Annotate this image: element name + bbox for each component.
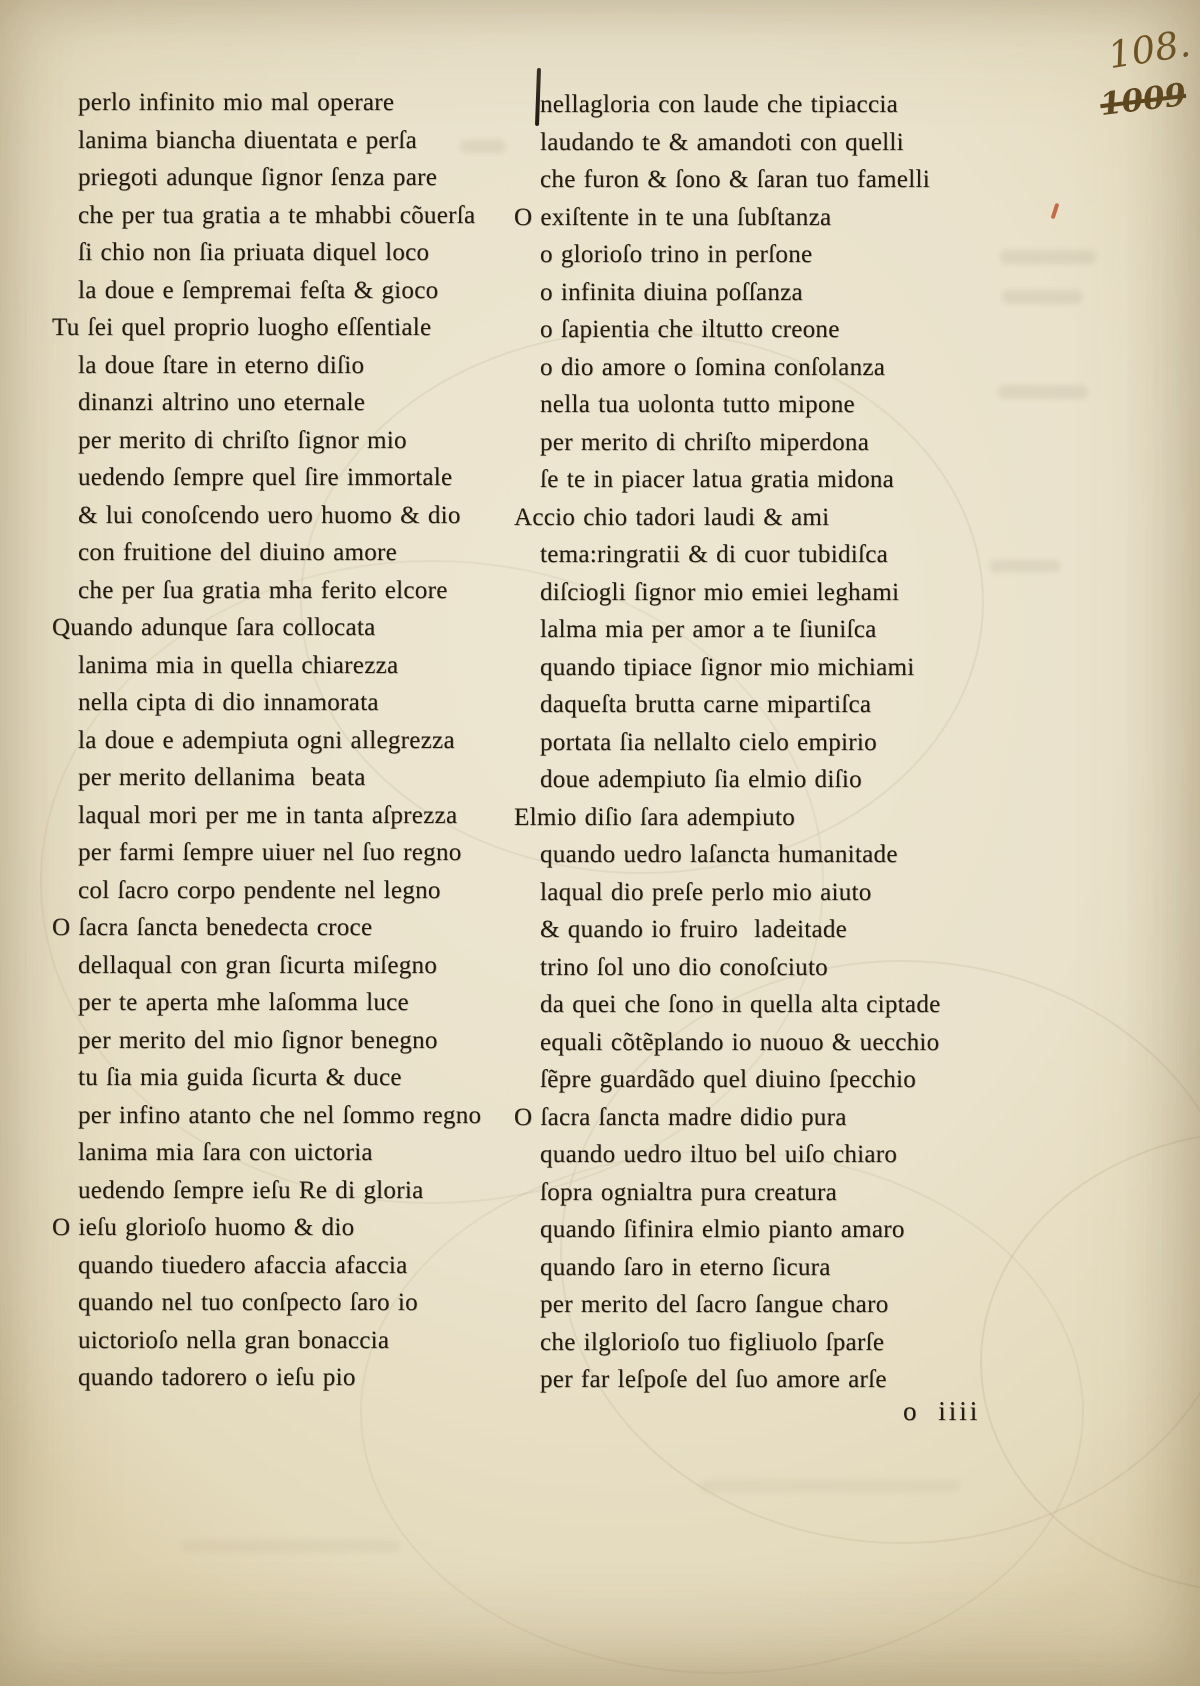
folio-number-crossed-out: 1009 — [1098, 76, 1189, 124]
verse-line: o infinita diuina poſſanza — [540, 278, 803, 306]
folio-number-handwritten: 108. — [1105, 21, 1194, 78]
verse-line: quando nel tuo conſpecto ſaro io — [78, 1289, 418, 1316]
verse-line: uedendo ſempre quel ſire immortale — [78, 464, 453, 491]
verse-line: laqual dio preſe perlo mio aiuto — [540, 878, 872, 906]
verse-line: nellagloria con laude che tipiaccia — [540, 91, 898, 118]
verse-line: per infino atanto che nel ſommo regno — [78, 1101, 482, 1129]
verse-line: la doue e ſempremai feſta & gioco — [78, 276, 439, 304]
verse-line: portata ſia nellalto cielo empirio — [540, 728, 877, 756]
verse-line: quando uedro iltuo bel uiſo chiaro — [540, 1141, 898, 1168]
verse-line: per merito del ſacro ſangue charo — [540, 1291, 889, 1318]
verse-line: per farmi ſempre uiuer nel ſuo regno — [78, 839, 462, 866]
verse-line: quando tadorero o ieſu pio — [78, 1364, 356, 1391]
verse-line: tema:ringratii & di cuor tubidiſca — [540, 541, 889, 568]
verse-line: per merito di chriſto ſignor mio — [78, 426, 407, 454]
verse-line: O ieſu glorioſo huomo & dio — [52, 1214, 355, 1241]
verse-line: per far leſpoſe del ſuo amore arſe — [540, 1366, 887, 1393]
verse-line: O ſacra ſancta madre didio pura — [514, 1103, 847, 1131]
verse-line: o glorioſo trino in perſone — [540, 241, 813, 268]
verse-line: la doue e adempiuta ogni allegrezza — [78, 726, 455, 754]
verse-line: ſopra ognialtra pura creatura — [540, 1178, 838, 1206]
verse-line: con fruitione del diuino amore — [78, 539, 398, 566]
verse-line: per merito di chriſto miperdona — [540, 428, 870, 456]
verse-line: dellaqual con gran ſicurta miſegno — [78, 951, 438, 979]
verse-line: o ſapientia che iltutto creone — [540, 316, 840, 343]
verse-line: perlo infinito mio mal operare — [78, 89, 395, 116]
verse-line: che per ſua gratia mha ferito elcore — [78, 576, 448, 604]
verse-line: & quando io fruiro ladeitade — [540, 916, 848, 943]
verse-line: ſẽpre guardãdo quel diuino ſpecchio — [540, 1066, 917, 1093]
verse-line: Quando adunque ſara collocata — [52, 614, 376, 641]
verse-line: lanima mia in quella chiarezza — [78, 651, 399, 679]
verse-line: dinanzi altrino uno eternale — [78, 389, 366, 416]
verse-line: da quei che ſono in quella alta ciptade — [540, 991, 941, 1018]
verse-line: nella cipta di dio innamorata — [78, 689, 379, 716]
signature-mark: o iiii — [903, 1396, 981, 1426]
verse-line: per merito dellanima beata — [78, 764, 366, 791]
verse-line: quando tipiace ſignor mio michiami — [540, 653, 915, 681]
verse-line: O exiſtente in te una ſubſtanza — [514, 203, 832, 231]
verse-line: Accio chio tadori laudi & ami — [514, 503, 830, 531]
verse-line: uictorioſo nella gran bonaccia — [78, 1326, 390, 1354]
verse-line: nella tua uolonta tutto mipone — [540, 391, 855, 418]
show-through-smudge — [180, 1540, 400, 1552]
verse-line: lanima biancha diuentata e perſa — [78, 126, 418, 154]
verse-line: ſi chio non ſia priuata diquel loco — [78, 239, 430, 266]
verse-line: Elmio diſio ſara adempiuto — [514, 803, 795, 831]
verse-line: equali cõtẽplando io nuouo & uecchio — [540, 1028, 940, 1056]
verse-line: laudando te & amandoti con quelli — [540, 128, 904, 156]
verse-line: Tu ſei quel proprio luogho eſſentiale — [52, 314, 432, 341]
verse-line: trino ſol uno dio conoſciuto — [540, 953, 828, 981]
verse-line: quando ſaro in eterno ſicura — [540, 1253, 831, 1281]
verse-line: daqueſta brutta carne mipartiſca — [540, 691, 872, 718]
verse-line: quando ſifinira elmio pianto amaro — [540, 1216, 905, 1243]
verse-line: lalma mia per amor a te ſiuniſca — [540, 616, 877, 643]
verse-line: quando tiuedero afaccia afaccia — [78, 1251, 408, 1279]
verse-line: tu ſia mia guida ſicurta & duce — [78, 1064, 402, 1091]
verse-line: diſciogli ſignor mio emiei leghami — [540, 578, 900, 606]
verse-line: o dio amore o ſomina conſolanza — [540, 353, 886, 381]
verse-line: doue adempiuto ſia elmio diſio — [540, 766, 862, 793]
text-column-left — [52, 84, 522, 1397]
verse-line: per merito del mio ſignor benegno — [78, 1026, 438, 1054]
verse-line: la doue ſtare in eterno diſio — [78, 351, 365, 379]
verse-line: uedendo ſempre ieſu Re di gloria — [78, 1176, 424, 1204]
verse-line: per te aperta mhe laſomma luce — [78, 989, 409, 1016]
show-through-smudge — [700, 1480, 960, 1492]
verse-line: quando uedro laſancta humanitade — [540, 841, 898, 868]
verse-line: lanima mia ſara con uictoria — [78, 1139, 373, 1166]
verse-line: che per tua gratia a te mhabbi cõuerſa — [78, 201, 476, 229]
verse-line: che ilglorioſo tuo figliuolo ſparſe — [540, 1328, 885, 1356]
verse-line: che furon & ſono & ſaran tuo famelli — [540, 166, 930, 193]
verse-line: laqual mori per me in tanta aſprezza — [78, 801, 458, 829]
verse-line: col ſacro corpo pendente nel legno — [78, 876, 441, 904]
verse-line: & lui conoſcendo uero huomo & dio — [78, 501, 461, 529]
verse-line: ſe te in piacer latua gratia midona — [540, 466, 895, 493]
text-column-right — [514, 86, 1054, 1399]
verse-line: priegoti adunque ſignor ſenza pare — [78, 164, 438, 191]
verse-line: O ſacra ſancta benedecta croce — [52, 914, 373, 941]
